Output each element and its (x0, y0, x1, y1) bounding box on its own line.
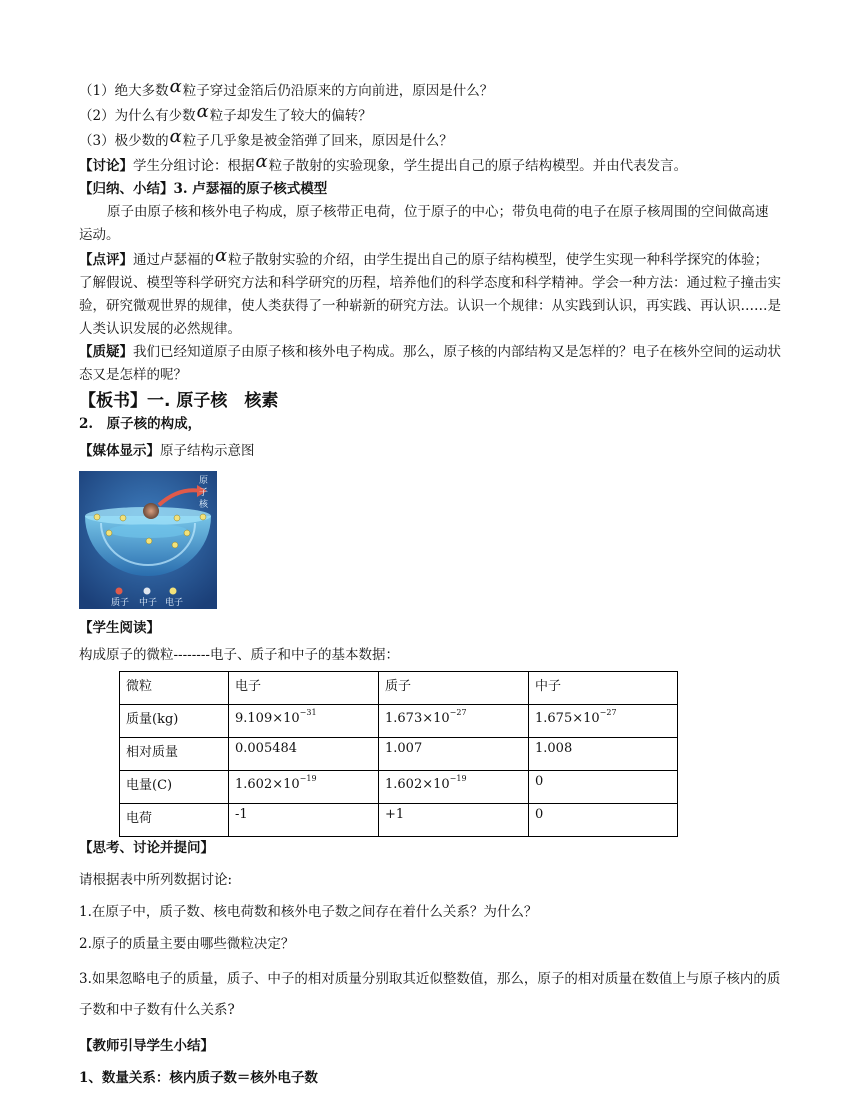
board-heading (79, 389, 781, 413)
board-label: 【板书】 (79, 391, 147, 411)
conclusion-1: 1、数量关系：核内质子数＝核外电子数 (79, 1070, 318, 1086)
reading-text: 构成原子的微粒--------电子、质子和中子的基本数据： (79, 647, 399, 663)
figure-label-nucleus-3: 核 (199, 500, 209, 510)
question-3 (79, 128, 781, 153)
cell-value: 1.602×10 (235, 777, 300, 792)
cell-exponent: −27 (449, 708, 467, 717)
cell-exponent: −19 (449, 774, 467, 783)
cell-exponent: −31 (299, 708, 317, 717)
cell-value: 9.109×10 (235, 711, 300, 726)
figure-label-nucleus-2: 子 (199, 488, 209, 498)
think-intro: 请根据表中所列数据讨论: (79, 872, 233, 888)
table-cell: 电荷 (120, 804, 229, 837)
q3-text-a: （3）极少数的 (79, 133, 169, 149)
table-header-cell: 中子 (529, 672, 678, 705)
cell-value: 1.673×10 (385, 711, 450, 726)
discussion-text-a: 学生分组讨论：根据 (133, 158, 255, 174)
alpha-symbol: α (196, 101, 209, 122)
discussion (79, 153, 781, 178)
think-question-1: 1.在原子中，质子数、核电荷数和核外电子数之间存在着什么关系？为什么？ (79, 904, 538, 920)
comment-text-a: 通过卢瑟福的 (133, 252, 214, 268)
table-header-row (120, 672, 678, 705)
table-header-cell: 电子 (229, 672, 379, 705)
table-cell: -1 (229, 804, 379, 837)
cell-value: 1.602×10 (385, 777, 450, 792)
think-question-2: 2.原子的质量主要由哪些微粒决定？ (79, 936, 295, 952)
neutron-legend-icon (144, 588, 151, 595)
legend-proton: 质子 (111, 598, 130, 608)
legend-neutron: 中子 (139, 598, 158, 608)
question-paragraph (79, 341, 781, 387)
figure-label-nucleus: 原 (199, 476, 209, 486)
guide-label: 【教师引导学生小结】 (79, 1038, 214, 1054)
table-cell: 相对质量 (120, 738, 229, 771)
table-header-cell: 质子 (379, 672, 529, 705)
alpha-symbol: α (169, 126, 182, 147)
table-cell: 1.007 (379, 738, 529, 771)
table-row (120, 804, 678, 837)
comment-label: 【点评】 (79, 252, 133, 268)
comment-paragraph (79, 247, 781, 341)
media-label: 【媒体显示】 (79, 443, 160, 459)
table-row (120, 705, 678, 738)
discussion-label: 【讨论】 (79, 158, 133, 174)
summary-text: 原子由原子核和核外电子构成，原子核带正电荷，位于原子的中心；带负电荷的电子在原子核周围的空间做高速运动。 (79, 204, 769, 243)
table-row (120, 771, 678, 804)
table-cell (379, 771, 529, 804)
q1-text-b: 粒子穿过金箔后仍沿原来的方向前进，原因是什么？ (182, 83, 494, 99)
cell-value: 1.675×10 (535, 711, 600, 726)
q2-text-a: （2）为什么有少数 (79, 108, 196, 124)
board-title: 一. 原子核 核素 (147, 391, 279, 411)
proton-legend-icon (116, 588, 123, 595)
atom-structure-image (79, 471, 217, 609)
table-cell: 质量(kg) (120, 705, 229, 738)
cell-exponent: −27 (599, 708, 617, 717)
document-page (79, 78, 781, 1090)
comment-text-b: 粒子散射实验的介绍，由学生提出自己的原子结构模型，使学生实现一种科学探究的体验；了解假说、模型等科学研究方法和科学研究的历程，培养他们的科学态度和科学精神。学会一种方法：通过粒子撞击实验，研究微观世界的规律，使人类获得了一种崭新的研究方法。认识一个规律：从实践到认识，再实践、再认识……是人类认识发展的必然规律。 (79, 252, 781, 337)
atom-structure-figure (79, 471, 217, 609)
table-cell (379, 705, 529, 738)
q1-text-a: （1）绝大多数 (79, 83, 169, 99)
electron-legend-icon (170, 588, 177, 595)
think-question-3: 3.如果忽略电子的质量，质子、中子的相对质量分别取其近似整数值，那么，原子的相对质量在数值上与原子核内的质子数和中子数有什么关系? (79, 971, 781, 1018)
table-row (120, 738, 678, 771)
alpha-symbol: α (255, 151, 268, 172)
q3-text-b: 粒子几乎象是被金箔弹了回来，原因是什么？ (182, 133, 453, 149)
discussion-text-b: 粒子散射的实验现象，学生提出自己的原子结构模型。并由代表发言。 (268, 158, 688, 174)
cell-exponent: −19 (299, 774, 317, 783)
media-display (79, 440, 781, 463)
table-cell (229, 705, 379, 738)
think-label: 【思考、讨论并提问】 (79, 840, 214, 856)
summary-heading: 【归纳、小结】3. 卢瑟福的原子核式模型 (79, 181, 328, 197)
question-text: 我们已经知道原子由原子核和核外电子构成。那么，原子核的内部结构又是怎样的？电子在核外空间的运动状态又是怎样的呢？ (79, 344, 781, 383)
table-cell: 1.008 (529, 738, 678, 771)
table-cell (229, 771, 379, 804)
legend-electron: 电子 (165, 598, 184, 608)
table-cell: 0 (529, 804, 678, 837)
table-cell: +1 (379, 804, 529, 837)
media-text: 原子结构示意图 (160, 443, 255, 459)
alpha-symbol: α (215, 245, 228, 266)
nucleus-composition: 2. 原子核的构成， (79, 416, 202, 432)
table-cell: 0 (529, 771, 678, 804)
table-header-cell: 微粒 (120, 672, 229, 705)
question-label: 【质疑】 (79, 344, 133, 360)
table-cell: 电量(C) (120, 771, 229, 804)
particle-data-table (119, 671, 678, 837)
question-2 (79, 103, 781, 128)
table-cell (529, 705, 678, 738)
table-cell: 0.005484 (229, 738, 379, 771)
student-reading-label: 【学生阅读】 (79, 620, 160, 636)
q2-text-b: 粒子却发生了较大的偏转？ (209, 108, 372, 124)
alpha-symbol: α (169, 76, 182, 97)
question-1 (79, 78, 781, 103)
